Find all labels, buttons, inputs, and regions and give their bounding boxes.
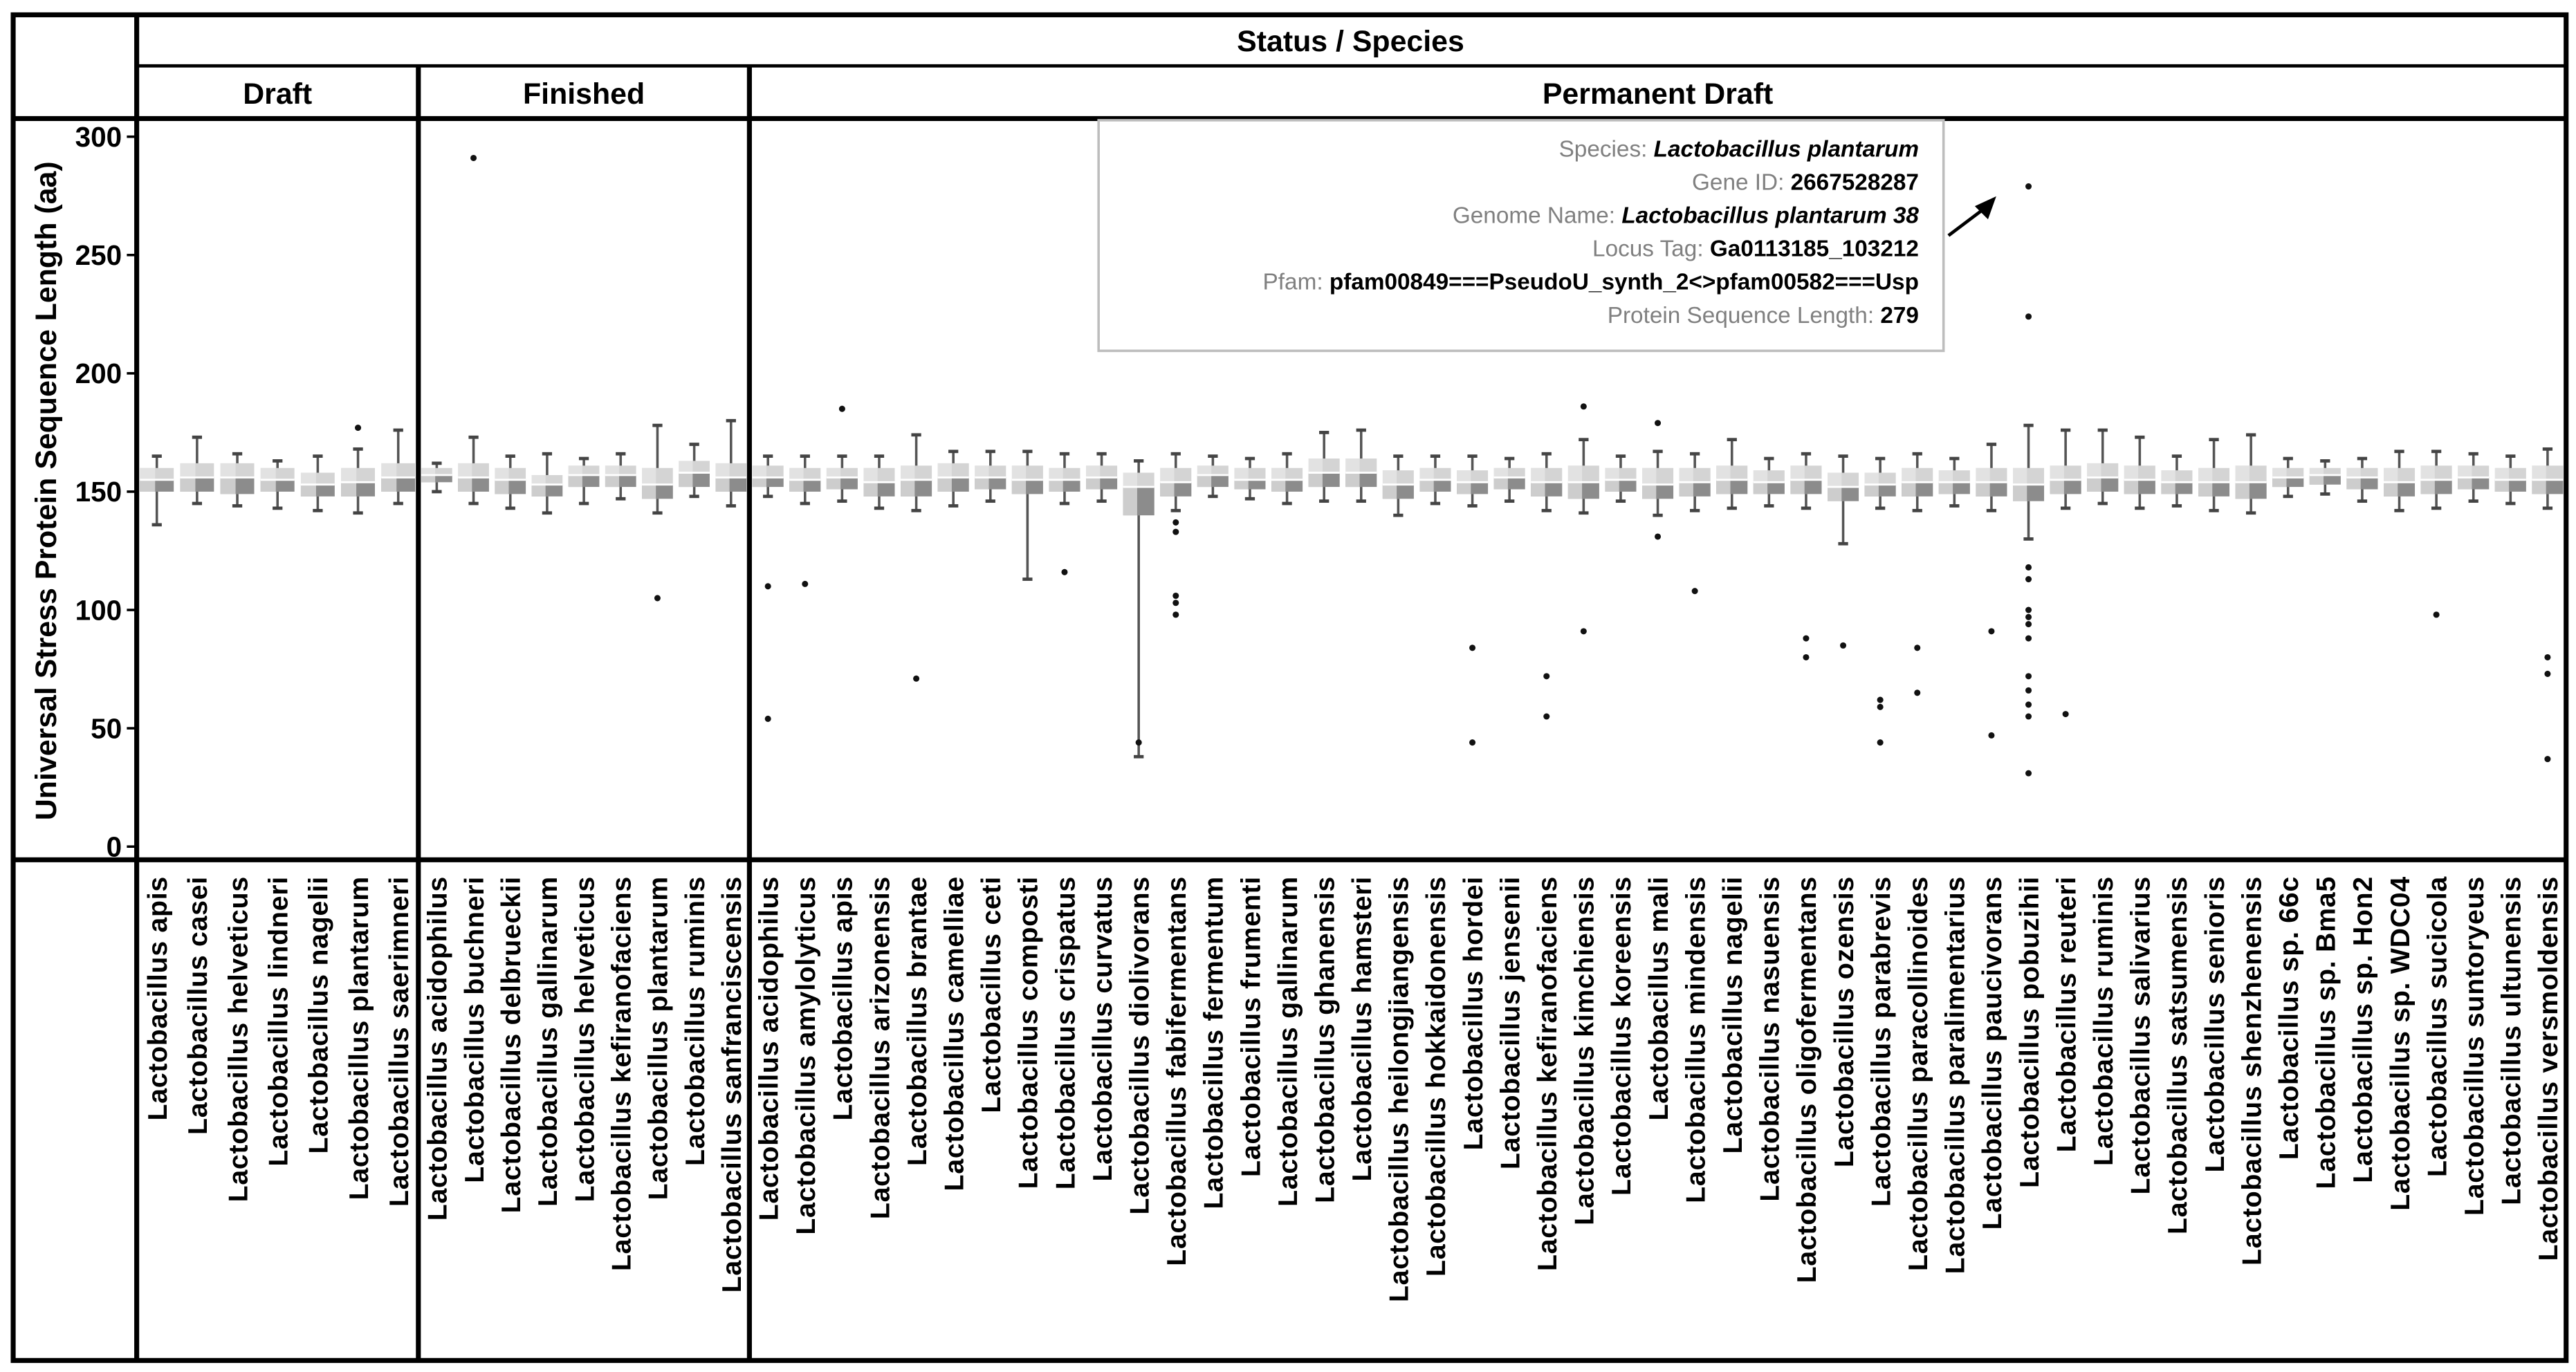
box-shade	[495, 468, 508, 494]
y-tick-label: 150	[75, 476, 122, 508]
species-label: Lactobacillus apis	[142, 876, 173, 1121]
box-shade	[221, 463, 236, 494]
outlier-point	[2025, 621, 2032, 627]
species-label: Lactobacillus hokkaidonensis	[1421, 876, 1452, 1277]
box-shade	[532, 475, 546, 497]
tooltip-row	[1453, 203, 1920, 228]
box-shade	[827, 468, 840, 490]
species-box	[1939, 458, 1970, 506]
species-box	[495, 456, 526, 508]
box-shade	[605, 465, 619, 487]
box-shade	[2310, 468, 2324, 485]
outlier-point	[2025, 701, 2032, 707]
outlier-point	[1172, 519, 1179, 526]
tooltip-key: Gene ID:	[1691, 169, 1791, 196]
box-shade	[2346, 468, 2360, 490]
species-box	[975, 452, 1006, 501]
species-box	[381, 430, 415, 503]
outlier-point	[2544, 671, 2550, 677]
species-box	[2272, 458, 2303, 497]
outlier-point	[2025, 313, 2032, 319]
tooltip-value: pfam00849===PseudoU_synth_2<>pfam00582===Usp	[1329, 269, 1919, 295]
species-label: Lactobacillus gallinarum	[1272, 876, 1303, 1207]
outlier-point	[1840, 642, 1846, 649]
species-label: Lactobacillus arizonensis	[865, 876, 896, 1220]
tooltip-key: Pfam:	[1262, 269, 1330, 295]
outlier-point	[2063, 711, 2069, 717]
outlier-point	[2025, 636, 2032, 642]
species-box	[180, 437, 214, 503]
outlier-point	[2434, 611, 2440, 618]
species-box	[1568, 403, 1599, 634]
species-label: Lactobacillus nagelii	[303, 876, 334, 1154]
species-label: Lactobacillus helveticus	[569, 876, 600, 1203]
species-label: Lactobacillus ceti	[976, 876, 1007, 1113]
outlier-point	[2025, 770, 2032, 777]
species-label: Lactobacillus gallinarum	[533, 876, 564, 1207]
species-box	[2087, 430, 2118, 503]
species-label: Lactobacillus brantae	[901, 876, 932, 1167]
species-box	[1271, 454, 1303, 503]
species-label: Lactobacillus parabrevis	[1866, 876, 1897, 1207]
species-box	[2458, 454, 2489, 501]
species-box	[1160, 454, 1191, 618]
species-label: Lactobacillus jensenii	[1495, 876, 1526, 1170]
species-label: Lactobacillus plantarum	[343, 876, 374, 1200]
tooltip-row	[1559, 136, 1919, 162]
outlier-point	[1692, 588, 1698, 594]
species-label: Lactobacillus saerimneri	[384, 876, 414, 1207]
outlier-point	[1543, 713, 1549, 719]
outlier-point	[1172, 593, 1179, 599]
tooltip-key: Species:	[1558, 136, 1654, 163]
y-axis	[75, 121, 137, 863]
species-label: Lactobacillus plantarum	[643, 876, 674, 1200]
outlier-point	[2025, 614, 2032, 620]
tooltip-value: Ga0113185_103212	[1709, 236, 1919, 262]
box-shade	[642, 468, 656, 499]
species-label: Lactobacillus fabifermentans	[1161, 876, 1193, 1266]
species-label: Lactobacillus ozensis	[1828, 876, 1859, 1168]
species-box	[1457, 456, 1488, 746]
species-label: Lactobacillus curvatus	[1087, 876, 1118, 1182]
y-tick-label: 200	[75, 358, 122, 390]
species-box	[679, 445, 710, 497]
species-box	[1716, 440, 1747, 508]
species-label: Lactobacillus reuteri	[2051, 876, 2082, 1153]
species-box	[1383, 456, 1414, 516]
tooltip-row	[1592, 237, 1919, 262]
species-box	[421, 463, 452, 492]
species-box	[1754, 458, 1785, 506]
tooltip-row	[1608, 303, 1919, 328]
box-shade	[569, 465, 582, 487]
box-shade	[901, 465, 914, 496]
outlier-point	[1877, 704, 1884, 710]
outlier-point	[1655, 533, 1661, 539]
species-box	[863, 456, 894, 508]
outlier-point	[654, 595, 661, 601]
outlier-point	[1914, 645, 1920, 651]
tooltip-value: Lactobacillus plantarum 38	[1621, 203, 1919, 229]
species-label: Lactobacillus heilongjiangensis	[1383, 876, 1415, 1303]
panel-finished	[421, 77, 747, 1292]
box-shade	[1234, 468, 1248, 490]
species-label: Lactobacillus hamsteri	[1347, 876, 1378, 1182]
species-box	[1309, 432, 1340, 501]
species-box	[1680, 454, 1711, 594]
outlier-point	[802, 581, 808, 587]
outlier-point	[1803, 654, 1809, 660]
species-label: Lactobacillus koreensis	[1606, 876, 1637, 1196]
species-label: Lactobacillus ruminis	[2088, 876, 2119, 1166]
species-label: Lactobacillus shenzhenensis	[2236, 876, 2267, 1266]
species-box	[569, 458, 600, 503]
status-label: Permanent Draft	[1542, 77, 1774, 111]
species-label: Lactobacillus hordei	[1457, 876, 1489, 1151]
tooltip-row	[1263, 270, 1919, 295]
outlier-point	[2025, 673, 2032, 679]
outlier-point	[1914, 689, 1920, 696]
outlier-point	[2025, 713, 2032, 719]
species-label: Lactobacillus senioris	[2199, 876, 2230, 1173]
species-label: Lactobacillus apis	[827, 876, 858, 1121]
panel-draft	[140, 77, 415, 1207]
box-shade	[753, 465, 766, 487]
status-label: Draft	[243, 77, 313, 111]
species-label: Lactobacillus versmoldensis	[2533, 876, 2564, 1261]
species-box	[1345, 430, 1377, 501]
species-label: Lactobacillus fermentum	[1198, 876, 1229, 1209]
box-shade	[1123, 473, 1137, 516]
species-label: Lactobacillus camelliae	[939, 876, 970, 1192]
outlier-point	[355, 425, 361, 431]
species-label: Lactobacillus salivarius	[2125, 876, 2156, 1195]
species-box	[1419, 456, 1451, 503]
species-box	[642, 425, 673, 601]
species-label: Lactobacillus satsumensis	[2162, 876, 2193, 1234]
species-box	[1790, 454, 1821, 660]
species-box	[341, 425, 375, 513]
species-label: Lactobacillus kefiranofaciens	[1532, 876, 1563, 1272]
y-tick-label: 250	[75, 239, 122, 272]
species-box	[2495, 456, 2526, 503]
species-box	[2346, 458, 2377, 501]
outlier-point	[765, 716, 771, 722]
outlier-point	[913, 676, 919, 682]
species-label: Lactobacillus suntoryeus	[2459, 876, 2490, 1216]
species-box	[1197, 456, 1229, 497]
tooltip-key: Protein Sequence Length:	[1607, 302, 1881, 328]
species-label: Lactobacillus frumenti	[1235, 876, 1267, 1177]
outlier-point	[1655, 420, 1661, 426]
outlier-point	[2025, 687, 2032, 694]
species-box	[301, 456, 335, 511]
species-label: Lactobacillus oligofermentans	[1792, 876, 1823, 1283]
species-label: Lactobacillus paralimentarius	[1940, 876, 1971, 1274]
y-axis-label: Universal Stress Protein Sequence Length (aa)	[29, 161, 63, 821]
species-box	[1976, 445, 2007, 739]
species-box	[1865, 458, 1896, 745]
species-label: Lactobacillus ultunensis	[2496, 876, 2527, 1205]
tooltip-value: Lactobacillus plantarum	[1653, 136, 1919, 163]
species-box	[2050, 430, 2081, 717]
outlier-point	[2025, 576, 2032, 582]
species-label: Lactobacillus nagelii	[1718, 876, 1749, 1154]
species-label: Lactobacillus delbrueckii	[496, 876, 527, 1214]
box-shade	[679, 461, 692, 487]
outlier-point	[1581, 628, 1587, 634]
species-box	[2198, 440, 2229, 511]
species-box	[2124, 437, 2155, 508]
outlier-point	[1803, 636, 1809, 642]
species-box	[715, 420, 746, 506]
species-box	[458, 155, 489, 503]
species-label: Lactobacillus paucivorans	[1977, 876, 2008, 1230]
species-label: Lactobacillus kefiranofaciens	[606, 876, 637, 1272]
species-box	[938, 452, 969, 506]
outlier-point	[470, 155, 477, 161]
species-label: Lactobacillus ruminis	[679, 876, 710, 1166]
outlier-point	[1061, 569, 1067, 575]
species-box	[2161, 456, 2192, 506]
species-label: Lactobacillus composti	[1013, 876, 1044, 1189]
tooltip	[1098, 120, 1996, 351]
outlier-point	[2025, 607, 2032, 613]
species-label: Lactobacillus lindneri	[263, 876, 294, 1167]
tooltip-key: Genome Name:	[1452, 203, 1622, 229]
chart-title: Status / Species	[1237, 24, 1464, 58]
tooltip-value: 279	[1880, 302, 1919, 328]
outlier-point	[1988, 732, 1994, 739]
species-label: Lactobacillus crispatus	[1050, 876, 1081, 1190]
species-box	[1494, 458, 1525, 501]
status-label: Finished	[522, 77, 645, 111]
outlier-point	[839, 406, 845, 412]
outlier-point	[1172, 611, 1179, 618]
outlier-point	[1172, 600, 1179, 606]
y-tick-label: 300	[75, 120, 122, 153]
outlier-point	[765, 583, 771, 589]
species-box	[605, 454, 636, 499]
species-label: Lactobacillus ghanensis	[1309, 876, 1341, 1203]
outlier-point	[1877, 697, 1884, 703]
species-box	[2310, 461, 2341, 494]
species-box	[1049, 454, 1080, 575]
species-label: Lactobacillus paracollinoides	[1903, 876, 1934, 1271]
box-shade	[1197, 465, 1211, 487]
species-box	[532, 454, 563, 513]
species-label: Lactobacillus kimchiensis	[1569, 876, 1600, 1225]
species-label: Lactobacillus mali	[1643, 876, 1674, 1121]
outlier-point	[1469, 739, 1475, 745]
outlier-point	[1877, 739, 1884, 745]
tooltip-row	[1692, 169, 1919, 195]
arrow-head-icon	[1975, 196, 1996, 219]
species-box	[2421, 452, 2452, 618]
outlier-point	[1136, 739, 1142, 745]
species-label: Lactobacillus diolivorans	[1124, 876, 1155, 1215]
species-box	[1642, 420, 1673, 539]
species-box	[1123, 461, 1154, 757]
species-label: Lactobacillus sp. 66c	[2274, 876, 2305, 1160]
species-label: Lactobacillus sp. Hon2	[2348, 876, 2379, 1183]
species-label: Lactobacillus buchneri	[459, 876, 490, 1183]
outlier-point	[2025, 183, 2032, 189]
box-shade	[1494, 468, 1508, 490]
species-label: Lactobacillus mindensis	[1680, 876, 1711, 1203]
outlier-point	[2544, 756, 2550, 762]
species-label: Lactobacillus nasuensis	[1754, 876, 1785, 1202]
tooltip-key: Locus Tag:	[1592, 236, 1710, 262]
tooltip-value: 2667528287	[1790, 169, 1919, 196]
outlier-point	[2544, 654, 2550, 660]
species-label: Lactobacillus amylolyticus	[791, 876, 822, 1235]
species-box	[1828, 456, 1859, 649]
species-box	[1086, 454, 1117, 501]
outlier-point	[1988, 628, 1994, 634]
species-label: Lactobacillus sp. WDC04	[2384, 876, 2416, 1211]
species-box	[2236, 435, 2267, 513]
species-label: Lactobacillus acidophilus	[422, 876, 453, 1221]
species-label: Lactobacillus pobuzihii	[2014, 876, 2045, 1188]
outlier-point	[1543, 673, 1549, 679]
species-box	[1902, 454, 1933, 696]
species-label: Lactobacillus acidophilus	[753, 876, 784, 1221]
species-box	[901, 435, 932, 682]
species-box	[2013, 183, 2044, 777]
species-label: Lactobacillus sucicola	[2422, 876, 2453, 1178]
y-tick-label: 0	[106, 831, 122, 863]
y-tick-label: 100	[75, 594, 122, 627]
species-box	[1234, 458, 1265, 499]
species-box	[1531, 454, 1562, 719]
species-box	[753, 456, 784, 722]
species-box	[1012, 452, 1043, 580]
species-box	[789, 456, 820, 587]
y-tick-label: 50	[91, 712, 122, 745]
species-box	[221, 454, 255, 506]
species-label: Lactobacillus sp. Bma5	[2310, 876, 2342, 1189]
species-label: Lactobacillus sanfranciscensis	[717, 876, 748, 1293]
species-box	[261, 461, 295, 508]
species-label: Lactobacillus casei	[183, 876, 214, 1135]
species-box	[827, 406, 858, 501]
outlier-point	[1469, 645, 1475, 651]
outlier-point	[1581, 403, 1587, 409]
species-label: Lactobacillus helveticus	[223, 876, 254, 1203]
species-box	[2532, 449, 2563, 762]
species-box	[2384, 452, 2415, 511]
outlier-point	[2025, 564, 2032, 571]
species-box	[1605, 456, 1636, 501]
box-shade	[1642, 468, 1656, 499]
outlier-point	[1172, 529, 1179, 535]
species-box	[140, 456, 174, 525]
